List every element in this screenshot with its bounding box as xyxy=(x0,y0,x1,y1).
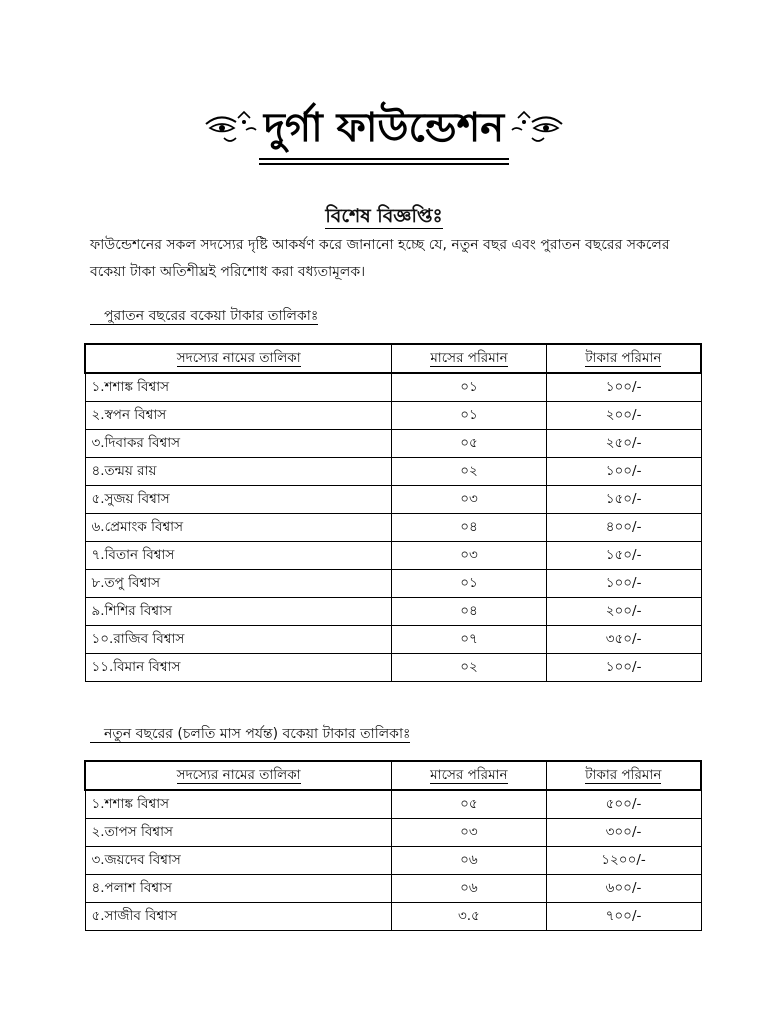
months-cell: ০২ xyxy=(392,654,546,682)
column-header-amount: টাকার পরিমান xyxy=(546,761,701,790)
column-header-months: মাসের পরিমান xyxy=(392,344,546,373)
old-year-heading-text: পুরাতন বছরের বকেয়া টাকার তালিকাঃ xyxy=(90,308,318,325)
months-cell: ০১ xyxy=(392,402,546,430)
page-title: দুর্গা ফাউন্ডেশন xyxy=(263,105,505,151)
new-year-dues-table xyxy=(84,760,702,931)
table-row xyxy=(85,903,701,931)
amount-cell: ৪০০/- xyxy=(546,514,701,542)
title-row xyxy=(202,100,566,156)
table-row xyxy=(85,402,701,430)
table-row xyxy=(85,514,701,542)
months-cell: ০৩ xyxy=(392,542,546,570)
amount-cell: ২৫০/- xyxy=(546,430,701,458)
member-name-cell: ১০.রাজিব বিশ্বাস xyxy=(85,626,392,654)
amount-cell: ৬০০/- xyxy=(546,875,701,903)
column-header-months: মাসের পরিমান xyxy=(392,761,546,790)
member-name-cell: ১.শশাঙ্ক বিশ্বাস xyxy=(85,790,392,819)
new-year-rows xyxy=(85,790,701,931)
months-cell: ০৪ xyxy=(392,514,546,542)
old-year-rows xyxy=(85,373,701,682)
months-cell: ০৩ xyxy=(392,819,546,847)
member-name-cell: ৪.পলাশ বিশ্বাস xyxy=(85,875,392,903)
table-header-row xyxy=(85,344,701,373)
amount-cell: ২০০/- xyxy=(546,598,701,626)
member-name-cell: ৯.শিশির বিশ্বাস xyxy=(85,598,392,626)
amount-cell: ১৫০/- xyxy=(546,486,701,514)
amount-cell: ২০০/- xyxy=(546,402,701,430)
table-row xyxy=(85,458,701,486)
table-row xyxy=(85,654,701,682)
member-name-cell: ৩.দিবাকর বিশ্বাস xyxy=(85,430,392,458)
months-cell: ০৫ xyxy=(392,430,546,458)
amount-cell: ৫০০/- xyxy=(546,790,701,819)
member-name-cell: ২.তাপস বিশ্বাস xyxy=(85,819,392,847)
old-year-dues-table xyxy=(84,343,702,682)
table-row xyxy=(85,570,701,598)
amount-cell: ১০০/- xyxy=(546,373,701,402)
months-cell: ৩.৫ xyxy=(392,903,546,931)
member-name-cell: ১১.বিমান বিশ্বাস xyxy=(85,654,392,682)
member-name-cell: ৭.বিতান বিশ্বাস xyxy=(85,542,392,570)
member-name-cell: ৬.প্রেমাংক বিশ্বাস xyxy=(85,514,392,542)
amount-cell: ১৫০/- xyxy=(546,542,701,570)
member-name-cell: ৩.জয়দেব বিশ্বাস xyxy=(85,847,392,875)
amount-cell: ১২০০/- xyxy=(546,847,701,875)
old-year-heading xyxy=(90,304,318,328)
amount-cell: ১০০/- xyxy=(546,654,701,682)
months-cell: ০৩ xyxy=(392,486,546,514)
member-name-cell: ৫.সুজয় বিশ্বাস xyxy=(85,486,392,514)
months-cell: ০১ xyxy=(392,373,546,402)
amount-cell: ১০০/- xyxy=(546,458,701,486)
goddess-eyes-left-icon xyxy=(202,108,258,148)
goddess-eyes-right-icon xyxy=(510,108,566,148)
months-cell: ০৭ xyxy=(392,626,546,654)
table-row xyxy=(85,790,701,819)
table-row xyxy=(85,373,701,402)
member-name-cell: ৮.তপু বিশ্বাস xyxy=(85,570,392,598)
notice-heading xyxy=(0,202,768,234)
member-name-cell: ১.শশাঙ্ক বিশ্বাস xyxy=(85,373,392,402)
member-name-cell: ৫.সাজীব বিশ্বাস xyxy=(85,903,392,931)
table-row xyxy=(85,875,701,903)
table-header-row xyxy=(85,761,701,790)
member-name-cell: ২.স্বপন বিশ্বাস xyxy=(85,402,392,430)
amount-cell: ৩৫০/- xyxy=(546,626,701,654)
member-name-cell: ৪.তন্ময় রায় xyxy=(85,458,392,486)
table-row xyxy=(85,486,701,514)
notice-body: ফাউন্ডেশনের সকল সদস্যের দৃষ্টি আকর্ষণ করে জানানো হচ্ছে যে, নতুন বছর এবং পুরাতন বছরের সকলের বকেয়া টাকা অতিশীঘ্রই পরিশোধ করা বধ্যতামূলক। xyxy=(90,237,670,280)
months-cell: ০১ xyxy=(392,570,546,598)
column-header-name: সদস্যের নামের তালিকা xyxy=(85,761,392,790)
table-row xyxy=(85,819,701,847)
months-cell: ০২ xyxy=(392,458,546,486)
table-row xyxy=(85,430,701,458)
months-cell: ০৪ xyxy=(392,598,546,626)
new-year-heading xyxy=(90,722,410,746)
table-row xyxy=(85,542,701,570)
title-underline xyxy=(259,158,509,165)
months-cell: ০৫ xyxy=(392,790,546,819)
new-year-heading-text: নতুন বছরের (চলতি মাস পর্যন্ত) বকেয়া টাকার তালিকাঃ xyxy=(90,726,410,743)
header xyxy=(0,100,768,165)
table-row xyxy=(85,626,701,654)
column-header-name: সদস্যের নামের তালিকা xyxy=(85,344,392,373)
column-header-amount: টাকার পরিমান xyxy=(546,344,701,373)
notice-heading-text: বিশেষ বিজ্ঞপ্তিঃ xyxy=(325,205,443,227)
table-row xyxy=(85,847,701,875)
amount-cell: ৭০০/- xyxy=(546,903,701,931)
months-cell: ০৬ xyxy=(392,875,546,903)
table-row xyxy=(85,598,701,626)
amount-cell: ১০০/- xyxy=(546,570,701,598)
amount-cell: ৩০০/- xyxy=(546,819,701,847)
months-cell: ০৬ xyxy=(392,847,546,875)
